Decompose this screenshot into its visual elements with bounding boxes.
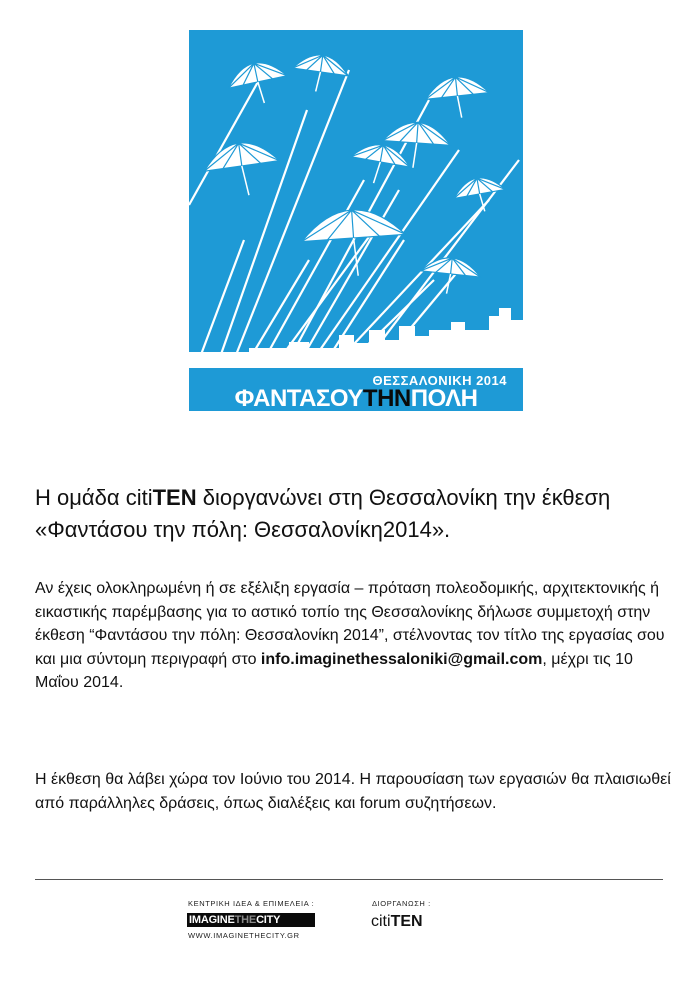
lead-text-end: διοργανώνει στη Θεσσαλονίκη την έκθεση «Φαντάσου την πόλη: Θεσσαλονίκη2014». [35, 485, 611, 542]
lead-text-start: Η ομάδα citi [35, 485, 153, 510]
cititen-logo-light: citi [371, 913, 391, 930]
logo-part-the: THE [234, 914, 257, 926]
call-text-start: Αν έχεις ολοκληρωμένη ή σε εξέλιξη εργασία – πρόταση πολεοδομικής, αρχιτεκτονικής ή εικαστικής παρέμβασης για το αστικό τοπίο της Θεσσαλονίκης δήλωσε συμμετοχή στην έκθεση “Φαντάσου την πόλη: Θεσσαλονίκη 2014”, στέλνοντας τον τίτλο της εργασίας σου και μια σύντομη περιγραφή στο [35, 580, 665, 668]
lead-brand: TEN [152, 485, 197, 510]
exhibition-info-paragraph: Η έκθεση θα λάβει χώρα τον Ιούνιο του 2014. Η παρουσίαση των εργασιών θα πλαισιωθεί από παράλληλες δράσεις, όπως διαλέξεις και forum συζητήσεων. [35, 771, 671, 812]
call-for-entries-paragraph [35, 577, 675, 695]
website-link[interactable]: WWW.IMAGINETHECITY.GR [188, 931, 300, 940]
footer-divider [35, 879, 663, 880]
event-poster [189, 30, 523, 411]
call-text-end: , μέχρι τις 10 Μαΐου 2014. [35, 650, 633, 691]
poster-title [189, 385, 523, 411]
cititen-logo [371, 913, 423, 931]
organizer-label: ΔΙΟΡΓΑΝΩΣΗ : [372, 899, 431, 908]
logo-part-imagine: IMAGINE [189, 914, 235, 926]
poster-title-part2: ΤΗΝ [362, 385, 411, 411]
contact-email[interactable]: info.imaginethessaloniki@gmail.com [260, 650, 543, 668]
concept-label: ΚΕΝΤΡΙΚΗ ΙΔΕΑ & ΕΠΙΜΕΛΕΙΑ : [188, 899, 315, 908]
imaginethecity-logo [187, 913, 315, 927]
logo-part-city: CITY [256, 914, 281, 926]
cititen-logo-bold: TEN [390, 913, 423, 930]
lead-paragraph [35, 482, 675, 546]
poster-subtitle: ΘΕΣΣΑΛΟΝΙΚΗ 2014 [372, 373, 507, 388]
umbrellas-illustration [189, 30, 523, 411]
poster-title-part1: ΦΑΝΤΑΣΟΥ [234, 385, 363, 411]
poster-title-part3: ΠΟΛΗ [410, 385, 478, 411]
